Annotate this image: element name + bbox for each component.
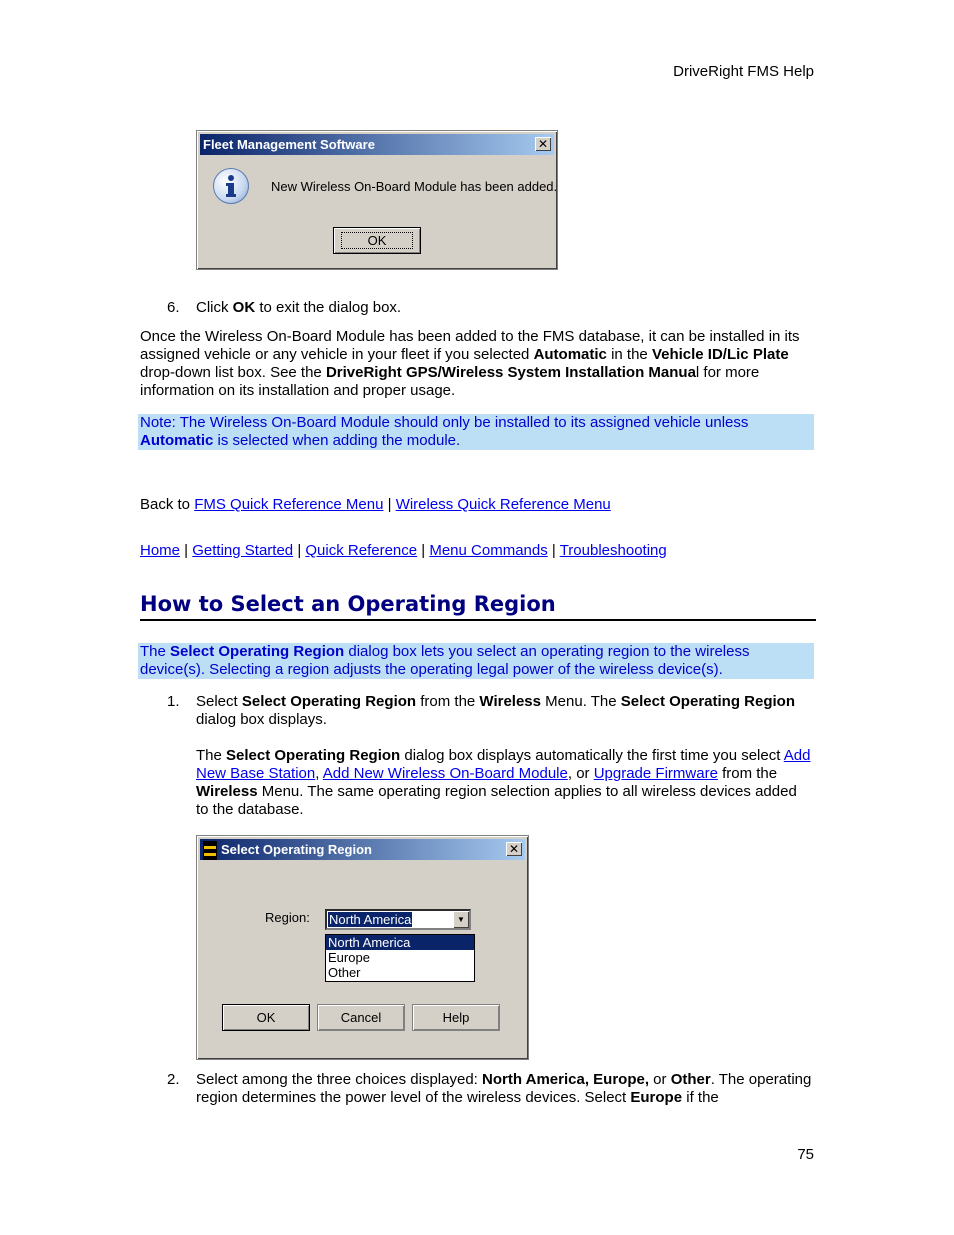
text-span: . The operating region determines the power level of the wireless devices. Select: [196, 1071, 812, 1106]
upgrade-firmware-link[interactable]: Upgrade Firmware: [593, 765, 718, 782]
separator: |: [180, 542, 193, 559]
text-span: l for more information on its installation and proper usage.: [140, 364, 760, 399]
text-span: if the: [682, 1089, 719, 1106]
bold-span: Other: [670, 1071, 711, 1088]
note-box: [138, 414, 814, 450]
text-span: dialog box displays.: [196, 711, 327, 728]
text-span: The: [196, 747, 227, 764]
help-button[interactable]: Help: [412, 1004, 500, 1031]
text-span: is selected when adding the module.: [213, 432, 461, 449]
fms-quick-reference-link[interactable]: FMS Quick Reference Menu: [194, 496, 384, 513]
dialog-message: New Wireless On-Board Module has been added.: [271, 179, 558, 194]
step-1-detail: [196, 747, 811, 819]
separator: |: [383, 496, 396, 513]
select-region-dialog: [196, 835, 529, 1060]
separator: |: [547, 542, 560, 559]
back-to-line: [140, 496, 611, 514]
text-span: from the: [717, 765, 778, 782]
text-span: Note: The Wireless On-Board Module should only be installed to its assigned vehicle unless: [140, 414, 749, 431]
fleet-management-dialog: [196, 130, 558, 270]
bold-span: OK: [232, 299, 256, 316]
chevron-down-icon[interactable]: ▼: [453, 911, 469, 928]
text-span: ,: [315, 765, 323, 782]
list-item[interactable]: Europe: [328, 950, 370, 965]
text-span: Click: [196, 299, 233, 316]
bold-span: Automatic: [533, 346, 607, 363]
nav-links: [140, 542, 667, 560]
bold-span: Select Operating Region: [620, 693, 795, 710]
text-span: or: [649, 1071, 671, 1088]
region-selected-value: North America: [329, 912, 412, 927]
step-2-text: [196, 1071, 814, 1107]
region-dropdown[interactable]: [325, 909, 471, 930]
step-1-text: [196, 693, 811, 729]
list-item[interactable]: Other: [328, 965, 361, 980]
text-span: Back to: [140, 496, 195, 513]
nav-troubleshooting-link[interactable]: Troubleshooting: [559, 542, 667, 559]
step-6-text: [196, 299, 401, 317]
section-heading: How to Select an Operating Region: [140, 590, 816, 621]
nav-getting-started-link[interactable]: Getting Started: [192, 542, 294, 559]
app-icon: [203, 841, 217, 860]
running-header: DriveRight FMS Help: [673, 63, 814, 80]
text-span: dialog box displays automatically the first time you select: [400, 747, 784, 764]
step-number: 1.: [167, 693, 180, 710]
text-span: from the: [416, 693, 480, 710]
bold-span: Europe: [630, 1089, 683, 1106]
region-label: Region:: [265, 910, 310, 925]
dialog-title-bar: [200, 839, 525, 860]
info-icon: [213, 168, 249, 204]
bold-span: Automatic: [140, 432, 214, 449]
dialog-title: Select Operating Region: [221, 842, 372, 857]
dialog-title: Fleet Management Software: [203, 137, 375, 152]
bold-span: Wireless: [196, 783, 258, 800]
intro-note-box: [138, 643, 814, 679]
nav-menu-commands-link[interactable]: Menu Commands: [429, 542, 548, 559]
ok-button[interactable]: OK: [222, 1004, 310, 1031]
text-span: Once the Wireless On-Board Module has been added to the FMS database, it can be installed in its assigned vehicle or any vehicle in your fleet if you selected: [140, 328, 800, 363]
separator: |: [417, 542, 430, 559]
add-new-wireless-module-link[interactable]: Add New Wireless On-Board Module: [322, 765, 568, 782]
step-number: 2.: [167, 1071, 180, 1088]
bold-span: Select Operating Region: [226, 747, 401, 764]
bold-span: Select Operating Region: [241, 693, 417, 710]
page-number: 75: [797, 1146, 814, 1163]
step-number: 6.: [167, 299, 180, 316]
bold-span: Vehicle ID/Lic Plate: [651, 346, 789, 363]
bold-span: Select Operating Region: [170, 643, 345, 660]
cancel-button[interactable]: Cancel: [317, 1004, 405, 1031]
bold-span: North America, Europe,: [482, 1071, 649, 1088]
list-item[interactable]: North America: [326, 935, 474, 950]
text-span: , or: [567, 765, 594, 782]
nav-quick-reference-link[interactable]: Quick Reference: [305, 542, 418, 559]
body-paragraph: [140, 328, 816, 400]
ok-button[interactable]: [333, 227, 421, 254]
bold-span: Wireless: [479, 693, 541, 710]
separator: |: [293, 542, 306, 559]
text-span: The: [140, 643, 171, 660]
dialog-title-bar: [200, 134, 554, 155]
text-span: Menu. The: [541, 693, 621, 710]
text-span: dialog box lets you select an operating region to the wireless device(s). Selecting a region adjusts the operating legal power of the wireless device(s).: [140, 643, 750, 678]
ok-button-label: OK: [341, 232, 414, 249]
nav-home-link[interactable]: Home: [140, 542, 181, 559]
text-span: drop-down list box. See the: [140, 364, 326, 381]
text-span: Select: [196, 693, 242, 710]
text-span: to exit the dialog box.: [255, 299, 402, 316]
region-options-list: [325, 934, 475, 982]
add-new-base-station-link[interactable]: Add New Base Station: [196, 747, 811, 782]
wireless-quick-reference-link[interactable]: Wireless Quick Reference Menu: [395, 496, 611, 513]
text-span: Select among the three choices displayed:: [196, 1071, 483, 1088]
text-span: in the: [606, 346, 652, 363]
bold-span: DriveRight GPS/Wireless System Installation Manua: [325, 364, 696, 381]
close-icon[interactable]: ✕: [506, 842, 522, 856]
text-span: Menu. The same operating region selection applies to all wireless devices added to the database.: [196, 783, 797, 818]
close-icon[interactable]: ✕: [535, 137, 551, 151]
